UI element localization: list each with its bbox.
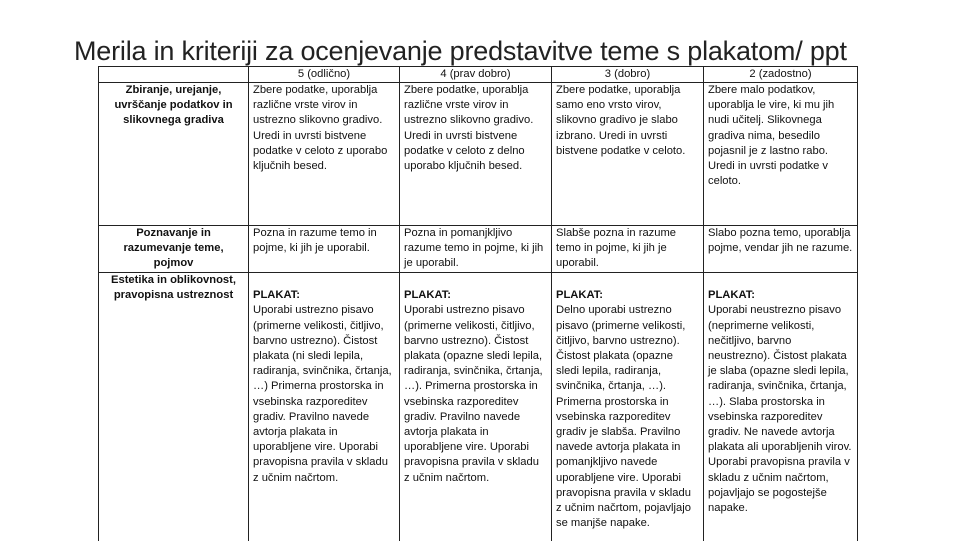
rubric-row-aesthetics — [99, 273, 858, 541]
header-criterion — [99, 67, 249, 83]
grading-rubric-table — [98, 66, 858, 541]
cell-text: Uporabi ustrezno pisavo (primerne velikosti, čitljivo, barvno ustrezno). Čistost plakata (opazne sledi lepila, radiranja, svinčnika, črtanja, …). Primerna prostorska in vsebinska razporeditev gradiv. Pravilno navede avtorja plakata in uporabljene vire. Uporabi pravopisna pravila v skladu z učnim načrtom. — [404, 304, 543, 483]
descriptor-cell-4 — [400, 273, 552, 541]
rubric-header-row — [99, 67, 858, 83]
rubric-row-gathering — [99, 83, 858, 226]
descriptor-cell-2: Slabo pozna temo, uporablja pojme, vendar jih ne razume. — [704, 226, 858, 273]
cell-text: Delno uporabi ustrezno pisavo (primerne velikosti, čitljivo, barvno ustrezno). Čistost plakata (opazne sledi lepila, radiranja, svinčnika, črtanja, …). Primerna prostorska in vsebinska razporeditev gradiv je slabša. Pravilno navede avtorja plakata in pomanjkljivo navede uporabljene vire. Uporabi pravopisna pravila v skladu z učnim načrtom, pojavljajo se manjše napake. — [556, 304, 691, 529]
header-grade-4: 4 (prav dobro) — [400, 67, 552, 83]
rubric-row-knowledge — [99, 226, 858, 273]
header-grade-3: 3 (dobro) — [552, 67, 704, 83]
criterion-cell: Estetika in oblikovnost, pravopisna ustreznost — [99, 273, 249, 541]
slide-title: Merila in kriteriji za ocenjevanje predstavitve teme s plakatom/ ppt — [74, 34, 934, 68]
descriptor-cell-3: Slabše pozna in razume temo in pojme, ki jih je uporabil. — [552, 226, 704, 273]
descriptor-cell-4: Pozna in pomanjkljivo razume temo in pojme, ki jih je uporabil. — [400, 226, 552, 273]
descriptor-cell-3 — [552, 273, 704, 541]
descriptor-cell-2 — [704, 273, 858, 541]
criterion-cell: Zbiranje, urejanje, uvrščanje podatkov in slikovnega gradiva — [99, 83, 249, 226]
cell-text: Uporabi neustrezno pisavo (neprimerne velikosti, nečitljivo, barvno neustrezno). Čistost plakata je slaba (opazne sledi lepila, radiranja, svinčnika, črtanja, …). Slaba prostorska in vsebinska razporeditev gradiv. Ne navede avtorja plakata ali uporabljenih virov. Uporabi pravopisna pravila v skladu z učnim načrtom, pojavljajo se pogostejše napake. — [708, 304, 851, 514]
criterion-cell: Poznavanje in razumevanje teme, pojmov — [99, 226, 249, 273]
descriptor-cell-2: Zbere malo podatkov, uporablja le vire, ki mu jih nudi učitelj. Slikovnega gradiva nima, besedilo pojasnil je z lastno rabo. Uredi in uvrsti podatke v celoto. — [704, 83, 858, 226]
descriptor-cell-3: Zbere podatke, uporablja samo eno vrsto virov, slikovno gradivo je slabo izbrano. Uredi in uvrsti bistvene podatke v celoto. — [552, 83, 704, 226]
descriptor-cell-4: Zbere podatke, uporablja različne vrste virov in ustrezno slikovno gradivo. Uredi in uvrsti bistvene podatke v celoto z delno uporabo ključnih besed. — [400, 83, 552, 226]
cell-heading: PLAKAT: — [708, 288, 853, 303]
descriptor-cell-5: Zbere podatke, uporablja različne vrste virov in ustrezno slikovno gradivo. Uredi in uvrsti bistvene podatke v celoto z uporabo ključnih besed. — [249, 83, 400, 226]
header-grade-5: 5 (odlično) — [249, 67, 400, 83]
descriptor-cell-5: Pozna in razume temo in pojme, ki jih je uporabil. — [249, 226, 400, 273]
cell-heading: PLAKAT: — [253, 288, 395, 303]
descriptor-cell-5 — [249, 273, 400, 541]
header-grade-2: 2 (zadostno) — [704, 67, 858, 83]
cell-text: Uporabi ustrezno pisavo (primerne velikosti, čitljivo, barvno ustrezno). Čistost plakata (ni sledi lepila, radiranja, svinčnika, črtanja, …) Primerna prostorska in vsebinska razporeditev gradiv. Pravilno navede avtorja plakata in uporabljene vire. Uporabi pravopisna pravila v skladu z učnim načrtom. — [253, 304, 392, 483]
cell-heading: PLAKAT: — [404, 288, 547, 303]
cell-heading: PLAKAT: — [556, 288, 699, 303]
